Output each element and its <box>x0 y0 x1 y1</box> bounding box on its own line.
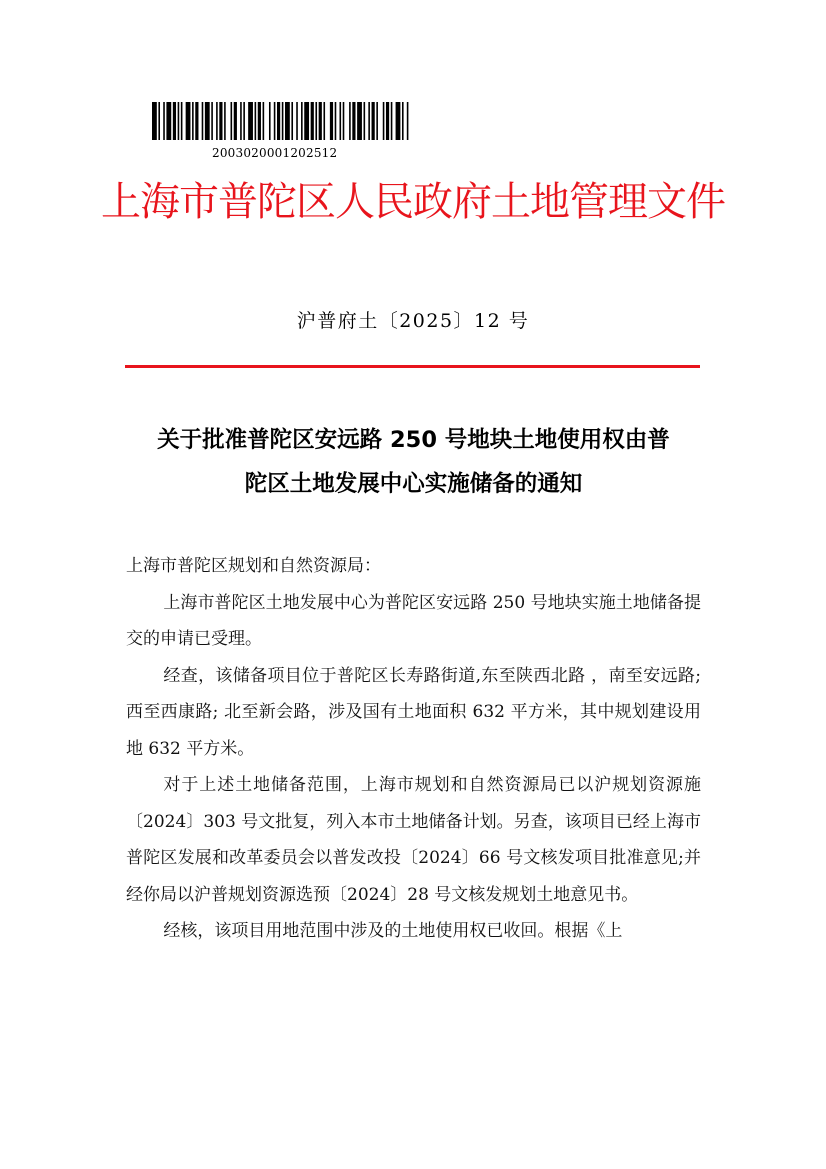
barcode-bar <box>291 102 293 140</box>
body-paragraph-1: 上海市普陀区土地发展中心为普陀区安远路 250 号地块实施土地储备提交的申请已受理。 <box>126 592 701 649</box>
barcode-bar <box>282 102 284 140</box>
barcode-bar <box>376 102 378 140</box>
barcode-bar <box>205 102 210 140</box>
barcode-bar <box>219 102 222 140</box>
barcode-bar <box>402 102 404 140</box>
barcode-bar <box>343 102 345 140</box>
barcode-bar <box>234 102 237 140</box>
barcode-bar <box>255 102 257 140</box>
barcode-bar <box>349 102 351 140</box>
barcode-bar <box>202 102 204 140</box>
body-paragraph-2: 经查，该储备项目位于普陀区长寿路街道,东至陕西北路 ，南至安远路;西至西康路; 北至新会路，涉及国有土地面积 632 平方米，其中规划建设用地 632 平方米。 <box>126 665 701 759</box>
barcode-bar <box>269 102 271 140</box>
barcode-bar <box>258 102 261 140</box>
barcode-bar <box>396 102 401 140</box>
barcode-bar <box>248 102 253 140</box>
barcode-bar <box>243 102 245 140</box>
barcode-bar <box>231 102 233 140</box>
barcode-bar <box>323 102 325 140</box>
barcode-bar <box>357 102 362 140</box>
barcode-bar <box>158 102 160 140</box>
salutation: 上海市普陀区规划和自然资源局： <box>126 556 381 576</box>
barcode-bar <box>163 102 165 140</box>
barcode-bar <box>364 102 366 140</box>
barcode-bar <box>263 102 265 140</box>
barcode-bar <box>330 102 333 140</box>
barcode-bar <box>274 102 276 140</box>
barcode-bar <box>311 102 314 140</box>
barcode-bar <box>192 102 194 140</box>
document-body <box>126 548 701 950</box>
barcode-bar <box>335 102 337 140</box>
barcode-bar <box>304 102 309 140</box>
barcode-bar <box>166 102 171 140</box>
barcode-bar <box>224 102 226 140</box>
barcode-bar <box>386 102 389 140</box>
issuing-authority-title: 上海市普陀区人民政府土地管理文件 <box>101 179 725 225</box>
barcode-bar <box>181 102 183 140</box>
barcode-bar <box>152 102 157 140</box>
barcode-bar <box>178 102 180 140</box>
body-paragraph-3: 对于上述土地储备范围，上海市规划和自然资源局已以沪规划资源施〔2024〕303 号文批复，列入本市土地储备计划。另查，该项目已经上海市普陀区发展和改革委员会以普发改投〔2024〕66 号文核发项目批准意见;并经你局以沪普规划资源选预〔2024〕28 号文核发规划土地意见书。 <box>126 775 701 905</box>
barcode-bar <box>315 102 317 140</box>
barcode-bar <box>391 102 393 140</box>
barcode <box>152 102 410 140</box>
barcode-bar <box>319 102 322 140</box>
document-title <box>126 418 701 506</box>
barcode-bar <box>372 102 375 140</box>
barcode-bar <box>368 102 370 140</box>
barcode-bar <box>339 102 341 140</box>
barcode-number: 2003020001202512 <box>212 146 338 160</box>
barcode-bar <box>352 102 355 140</box>
barcode-bar <box>296 102 298 140</box>
red-divider-line <box>125 365 700 368</box>
document-title-line-1: 关于批准普陀区安远路 250 号地块土地使用权由普 <box>157 427 670 453</box>
barcode-bar <box>407 102 409 140</box>
barcode-bar <box>186 102 191 140</box>
barcode-bar <box>277 102 280 140</box>
document-title-line-2: 陀区土地发展中心实施储备的通知 <box>244 471 583 497</box>
barcode-bar <box>211 102 213 140</box>
barcode-bar <box>301 102 303 140</box>
body-paragraph-4: 经核，该项目用地范围中涉及的土地使用权已收回。根据《上 <box>163 921 623 941</box>
barcode-bar <box>216 102 218 140</box>
document-number: 沪普府土〔2025〕12 号 <box>296 310 530 332</box>
barcode-bar <box>173 102 176 140</box>
barcode-bar <box>240 102 242 140</box>
barcode-bar <box>285 102 290 140</box>
barcode-bar <box>195 102 198 140</box>
barcode-bar <box>383 102 385 140</box>
